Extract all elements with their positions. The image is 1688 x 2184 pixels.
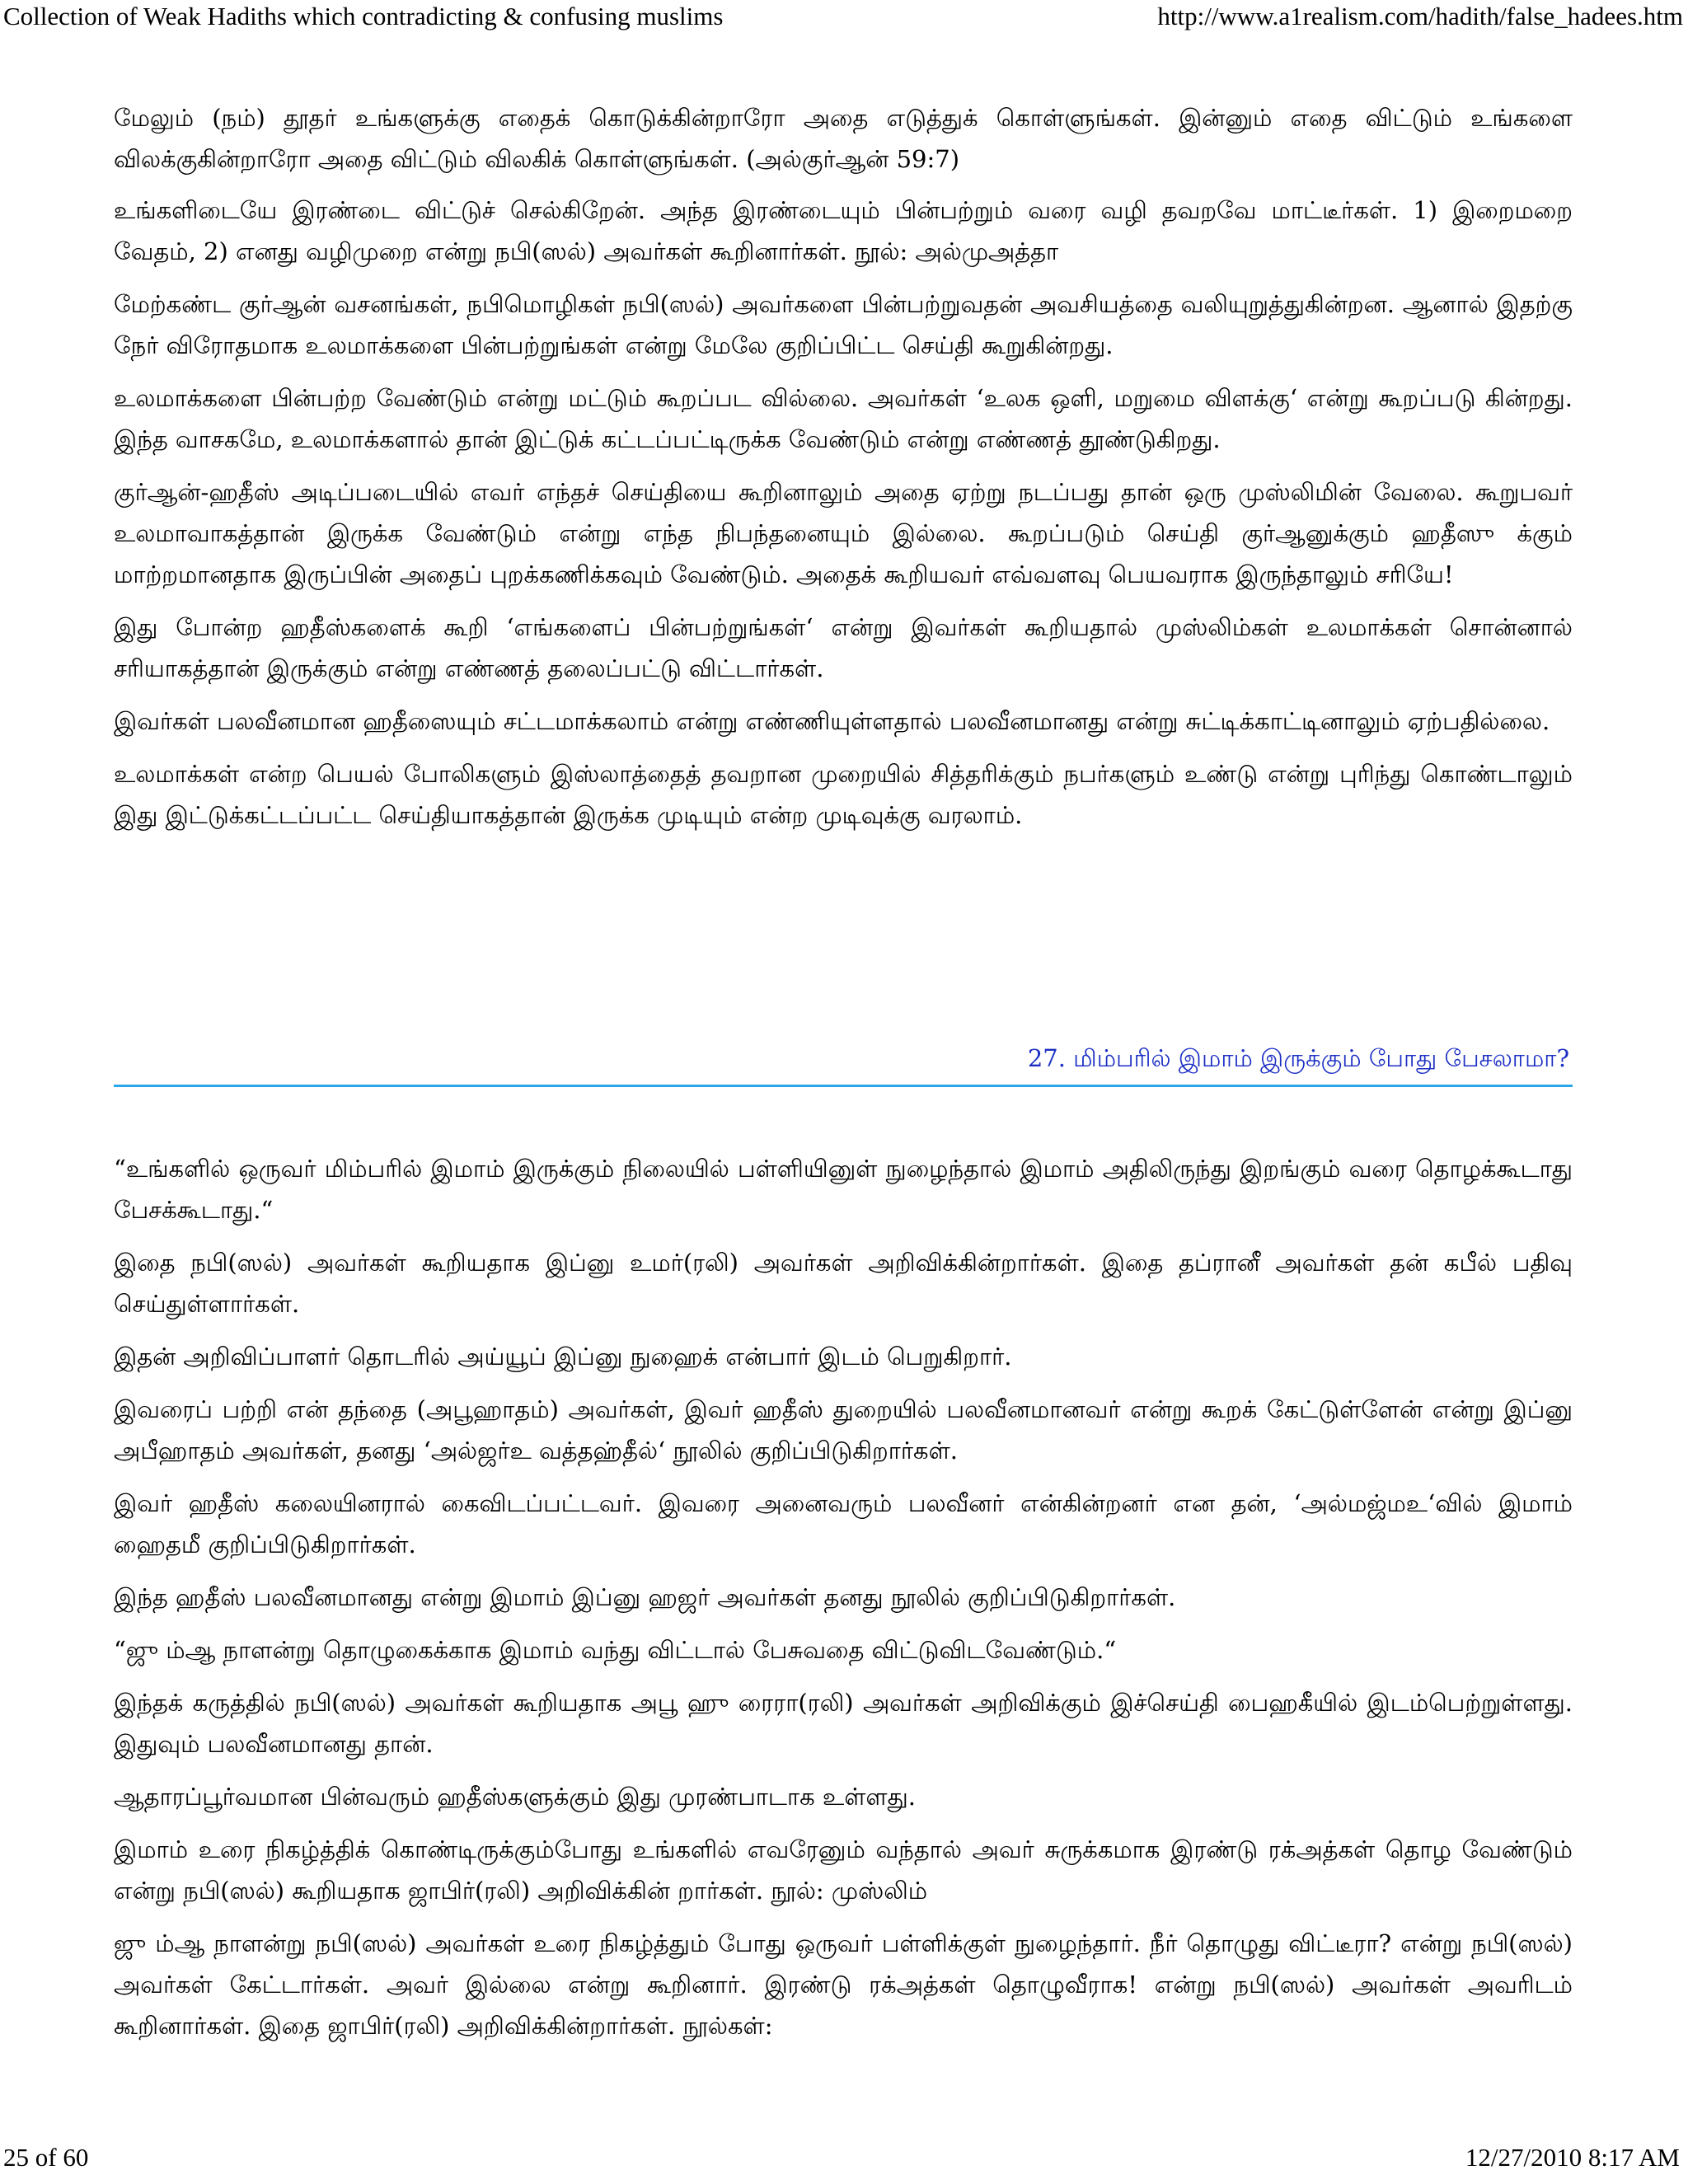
section-divider [114,1085,1573,1087]
paragraph: இமாம் உரை நிகழ்த்திக் கொண்டிருக்கும்போது உங்களில் எவரேனும் வந்தால் அவர் சுருக்கமாக இரண்டு ரக்அத்கள் தொழ வேண்டும் என்று நபி(ஸல்) கூறியதாக ஜாபிர்(ரலி) அறிவிக்கின் றார்கள். நூல்: முஸ்லிம் [114,1835,1573,1905]
paragraph: இது போன்ற ஹதீஸ்களைக் கூறி ‘எங்களைப் பின்பற்றுங்கள்‘ என்று இவர்கள் கூறியதால் முஸ்லிம்கள் உலமாக்கள் சொன்னால் சரியாகத்தான் இருக்கும் என்று எண்ணத் தலைப்பட்டு விட்டார்கள். [114,613,1573,682]
print-datetime: 12/27/2010 8:17 AM [1465,2143,1680,2172]
paragraph: இதன் அறிவிப்பாளர் தொடரில் அய்யூப் இப்னு நுஹைக் என்பார் இடம் பெறுகிறார். [114,1343,1012,1371]
quote-paragraph: “உங்களில் ஒருவர் மிம்பரில் இமாம் இருக்கும் நிலையில் பள்ளியினுள் நுழைந்தால் இமாம் அதிலிருந்து இறங்கும் வரை தொழக்கூடாது பேசக்கூடாது.“ [114,1155,1573,1224]
paragraph: மேற்கண்ட குர்ஆன் வசனங்கள், நபிமொழிகள் நபி(ஸல்) அவர்களை பின்பற்றுவதன் அவசியத்தை வலியுறுத்துகின்றன. ஆனால் இதற்கு நேர் விரோதமாக உலமாக்களை பின்பற்றுங்கள் என்று மேலே குறிப்பிட்ட செய்தி கூறுகின்றது. [114,290,1573,359]
page-header-url[interactable]: http://www.a1realism.com/hadith/false_hadees.htm [1157,2,1683,30]
paragraph: இந்த ஹதீஸ் பலவீனமானது என்று இமாம் இப்னு ஹஜர் அவர்கள் தனது நூலில் குறிப்பிடுகிறார்கள். [114,1583,1176,1611]
paragraph: இவர்கள் பலவீனமான ஹதீஸையும் சட்டமாக்கலாம் என்று எண்ணியுள்ளதால் பலவீனமானது என்று சுட்டிக்காட்டினாலும் ஏற்பதில்லை. [114,707,1550,735]
paragraph: இவரைப் பற்றி என் தந்தை (அபூஹாதம்) அவர்கள், இவர் ஹதீஸ் துறையில் பலவீனமானவர் என்று கூறக் கேட்டுள்ளேன் என்று இப்னு அபீஹாதம் அவர்கள், தனது ‘அல்ஜர்உ வத்தஹ்தீல்‘ நூலில் குறிப்பிடுகிறார்கள். [114,1395,1573,1465]
paragraph: உங்களிடையே இரண்டை விட்டுச் செல்கிறேன். அந்த இரண்டையும் பின்பற்றும் வரை வழி தவறவே மாட்டீர்கள். 1) இறைமறை வேதம், 2) எனது வழிமுறை என்று நபி(ஸல்) அவர்கள் கூறினார்கள். நூல்: அல்முஅத்தா [114,196,1573,265]
section-2-body [114,1148,1573,2058]
section-heading [114,1040,1573,1087]
paragraph: ஆதாரப்பூர்வமான பின்வரும் ஹதீஸ்களுக்கும் இது முரண்பாடாக உள்ளது. [114,1783,916,1811]
section-1-body [114,97,1573,847]
paragraph: இவர் ஹதீஸ் கலையினரால் கைவிடப்பட்டவர். இவரை அனைவரும் பலவீனர் என்கின்றனர் என தன், ‘அல்மஜ்மஉ‘வில் இமாம் ஹைதமீ குறிப்பிடுகிறார்கள். [114,1489,1573,1558]
paragraph: மேலும் (நம்) தூதர் உங்களுக்கு எதைக் கொடுக்கின்றாரோ அதை எடுத்துக் கொள்ளுங்கள். இன்னும் எதை விட்டும் உங்களை விலக்குகின்றாரோ அதை விட்டும் விலகிக் கொள்ளுங்கள். (அல்குர்ஆன் 59:7) [114,104,1573,173]
paragraph: உலமாக்களை பின்பற்ற வேண்டும் என்று மட்டும் கூறப்பட வில்லை. அவர்கள் ‘உலக ஒளி, மறுமை விளக்கு‘ என்று கூறப்படு கின்றது. இந்த வாசகமே, உலமாக்களால் தான் இட்டுக் கட்டப்பட்டிருக்க வேண்டும் என்று எண்ணத் தூண்டுகிறது. [114,384,1573,453]
paragraph: உலமாக்கள் என்ற பெயல் போலிகளும் இஸ்லாத்தைத் தவறான முறையில் சித்தரிக்கும் நபர்களும் உண்டு என்று புரிந்து கொண்டாலும் இது இட்டுக்கட்டப்பட்ட செய்தியாகத்தான் இருக்க முடியும் என்ற முடிவுக்கு வரலாம். [114,760,1573,829]
paragraph: இதை நபி(ஸல்) அவர்கள் கூறியதாக இப்னு உமர்(ரலி) அவர்கள் அறிவிக்கின்றார்கள். இதை தப்ரானீ அவர்கள் தன் கபீல் பதிவு செய்துள்ளார்கள். [114,1249,1573,1318]
paragraph: இந்தக் கருத்தில் நபி(ஸல்) அவர்கள் கூறியதாக அபூ ஹு ரைரா(ரலி) அவர்கள் அறிவிக்கும் இச்செய்தி பைஹகீயில் இடம்பெற்றுள்ளது. இதுவும் பலவீனமானது தான். [114,1689,1573,1758]
paragraph: குர்ஆன்-ஹதீஸ் அடிப்படையில் எவர் எந்தச் செய்தியை கூறினாலும் அதை ஏற்று நடப்பது தான் ஒரு முஸ்லிமின் வேலை. கூறுபவர் உலமாவாகத்தான் இருக்க வேண்டும் என்று எந்த நிபந்தனையும் இல்லை. கூறப்படும் செய்தி குர்ஆனுக்கும் ஹதீஸு க்கும் மாற்றமானதாக இருப்பின் அதைப் புறக்கணிக்கவும் வேண்டும். அதைக் கூறியவர் எவ்வளவு பெயவராக இருந்தாலும் சரியே! [114,478,1573,588]
section-title: 27. மிம்பரில் இமாம் இருக்கும் போது பேசலாமா? [1027,1044,1569,1072]
paragraph: ஜு ம்ஆ நாளன்று நபி(ஸல்) அவர்கள் உரை நிகழ்த்தும் போது ஒருவர் பள்ளிக்குள் நுழைந்தார். நீர் தொழுது விட்டீரா? என்று நபி(ஸல்) அவர்கள் கேட்டார்கள். அவர் இல்லை என்று கூறினார். இரண்டு ரக்அத்கள் தொழுவீராக! என்று நபி(ஸல்) அவர்கள் அவரிடம் கூறினார்கள். இதை ஜாபிர்(ரலி) அறிவிக்கின்றார்கள். நூல்கள்: [114,1929,1573,2040]
page-number: 25 of 60 [3,2143,89,2172]
page-header-title: Collection of Weak Hadiths which contradicting & confusing muslims [3,2,724,30]
quote-paragraph: “ஜு ம்ஆ நாளன்று தொழுகைக்காக இமாம் வந்து விட்டால் பேசுவதை விட்டுவிடவேண்டும்.“ [114,1636,1117,1664]
